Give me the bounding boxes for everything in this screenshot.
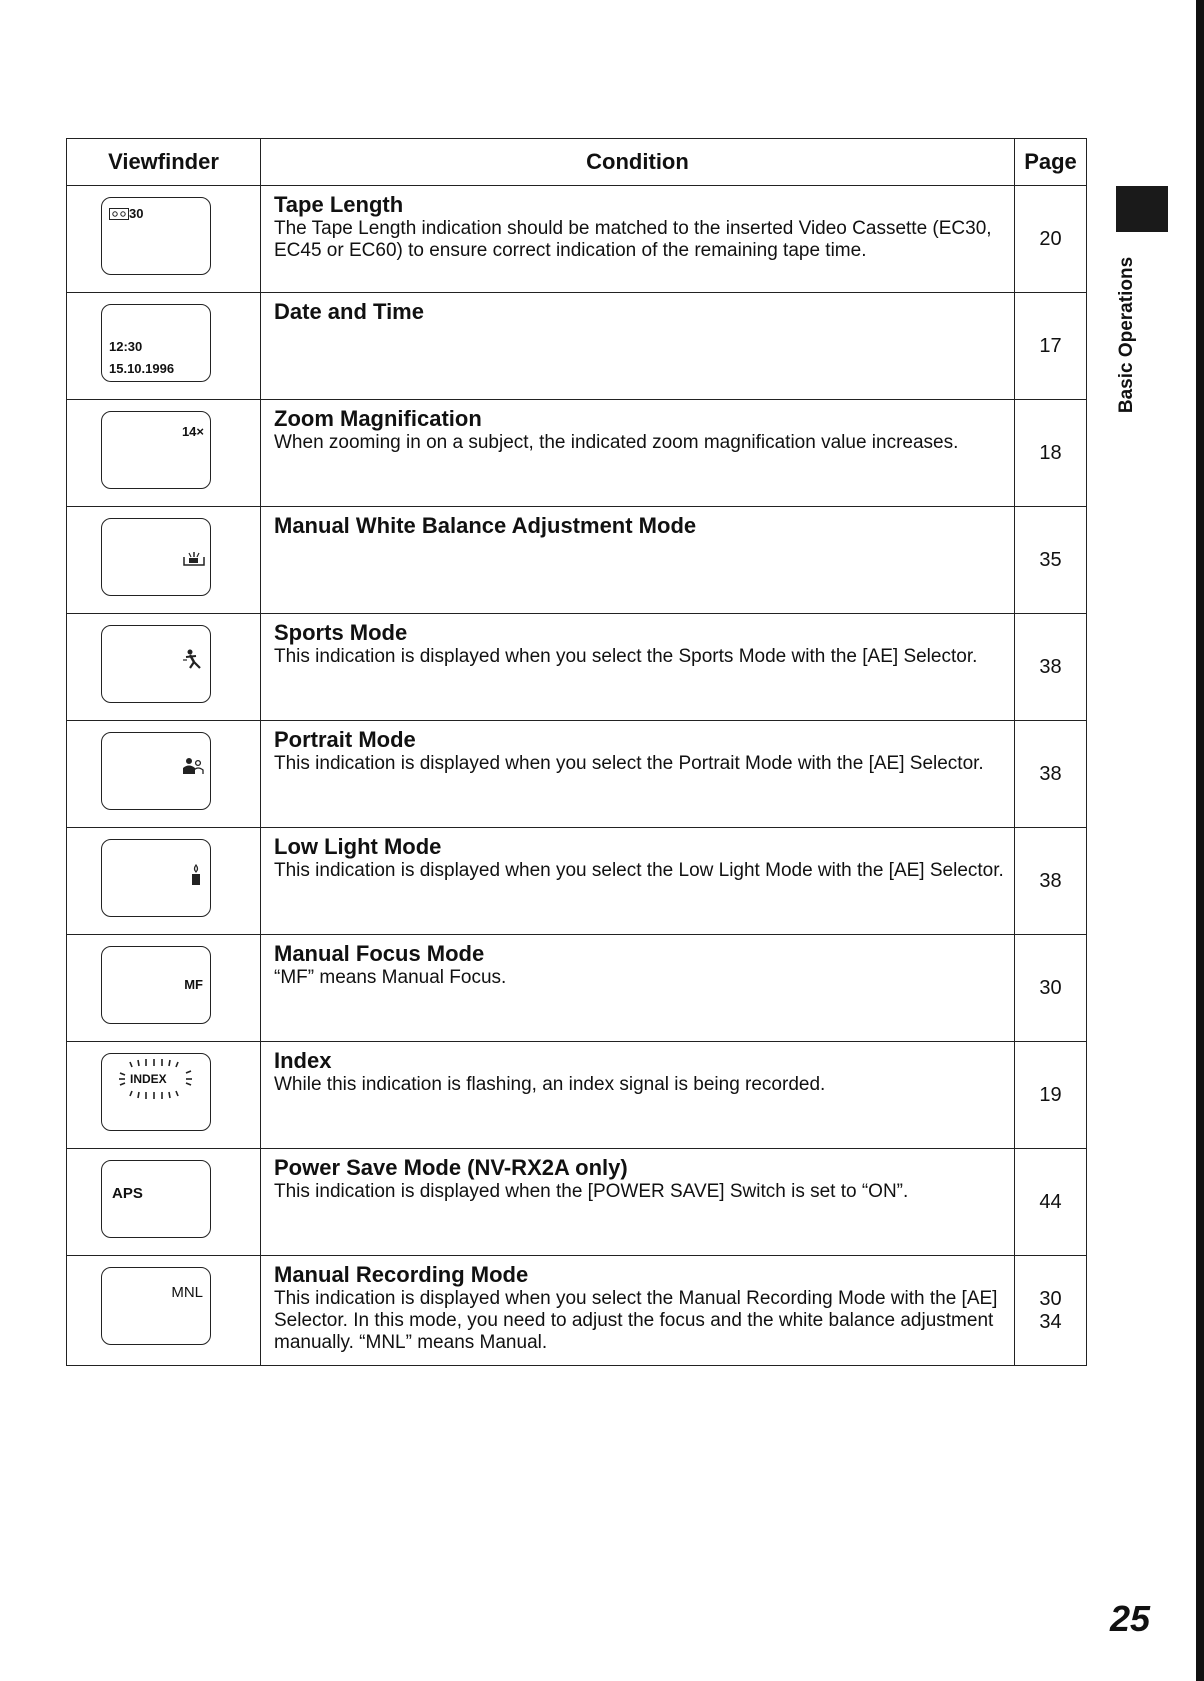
page-ref-first: 30 bbox=[1039, 1287, 1062, 1310]
viewfinder-cell bbox=[67, 721, 261, 828]
condition-cell bbox=[261, 400, 1015, 507]
table-row bbox=[67, 400, 1087, 507]
condition-cell bbox=[261, 1256, 1015, 1366]
page-ref bbox=[1015, 1256, 1087, 1366]
viewfinder-cell bbox=[67, 828, 261, 935]
condition-title: Manual White Balance Adjustment Mode bbox=[274, 513, 697, 538]
viewfinder-cell bbox=[67, 400, 261, 507]
power-save-indicator: APS bbox=[112, 1185, 143, 1202]
section-tab-marker bbox=[1116, 186, 1168, 232]
viewfinder-cell bbox=[67, 935, 261, 1042]
sports-mode-icon bbox=[182, 648, 204, 670]
time-indicator: 12:30 bbox=[109, 339, 143, 354]
page-ref: 30 bbox=[1015, 935, 1087, 1042]
condition-cell bbox=[261, 507, 1015, 614]
condition-cell bbox=[261, 721, 1015, 828]
condition-description: This indication is displayed when you select the Portrait Mode with the [AE] Selector. bbox=[274, 753, 984, 774]
viewfinder-screen bbox=[101, 197, 211, 275]
header-page: Page bbox=[1015, 139, 1087, 186]
page-ref: 20 bbox=[1015, 186, 1087, 293]
cassette-icon bbox=[109, 208, 129, 220]
viewfinder-cell bbox=[67, 186, 261, 293]
viewfinder-cell bbox=[67, 293, 261, 400]
page-ref: 35 bbox=[1015, 507, 1087, 614]
page-ref: 38 bbox=[1015, 828, 1087, 935]
viewfinder-cell bbox=[67, 614, 261, 721]
viewfinder-screen bbox=[101, 518, 211, 596]
condition-cell bbox=[261, 1042, 1015, 1149]
viewfinder-screen bbox=[101, 304, 211, 382]
table-row bbox=[67, 614, 1087, 721]
condition-title: Date and Time bbox=[274, 299, 424, 324]
table-row bbox=[67, 507, 1087, 614]
page-ref: 19 bbox=[1015, 1042, 1087, 1149]
page-ref: 38 bbox=[1015, 614, 1087, 721]
condition-cell bbox=[261, 935, 1015, 1042]
zoom-indicator: 14× bbox=[181, 424, 204, 439]
condition-title: Index bbox=[274, 1048, 332, 1073]
table-header-row bbox=[67, 139, 1087, 186]
condition-title: Portrait Mode bbox=[274, 727, 416, 752]
low-light-icon bbox=[190, 864, 202, 886]
white-balance-icon bbox=[183, 551, 205, 567]
page-edge-bar bbox=[1196, 0, 1204, 1681]
condition-title: Sports Mode bbox=[274, 620, 408, 645]
header-viewfinder: Viewfinder bbox=[67, 139, 261, 186]
header-condition: Condition bbox=[261, 139, 1015, 186]
manual-focus-indicator: MF bbox=[184, 977, 203, 992]
table-row bbox=[67, 186, 1087, 293]
condition-title: Manual Focus Mode bbox=[274, 941, 485, 966]
viewfinder-screen bbox=[101, 1160, 211, 1238]
condition-description: This indication is displayed when you select the Sports Mode with the [AE] Selector. bbox=[274, 646, 978, 667]
page-ref-second: 34 bbox=[1039, 1310, 1062, 1333]
viewfinder-cell bbox=[67, 1149, 261, 1256]
section-label-text: Basic Operations bbox=[1116, 256, 1137, 414]
condition-description: The Tape Length indication should be matched to the inserted Video Cassette (EC30, EC45 or EC60) to ensure correct indication of the remaining tape time. bbox=[274, 218, 992, 261]
viewfinder-cell bbox=[67, 1256, 261, 1366]
manual-recording-indicator: MNL bbox=[171, 1284, 203, 1301]
page-ref: 17 bbox=[1015, 293, 1087, 400]
viewfinder-indications-table bbox=[66, 138, 1087, 1366]
viewfinder-screen bbox=[101, 732, 211, 810]
condition-description: While this indication is flashing, an index signal is being recorded. bbox=[274, 1074, 826, 1095]
condition-description: “MF” means Manual Focus. bbox=[274, 967, 507, 988]
tape-length-indicator: 30 bbox=[109, 206, 143, 221]
table-row bbox=[67, 1042, 1087, 1149]
index-indicator: INDEX bbox=[130, 1072, 167, 1086]
viewfinder-screen bbox=[101, 1267, 211, 1345]
page-ref: 44 bbox=[1015, 1149, 1087, 1256]
condition-description: This indication is displayed when you select the Manual Recording Mode with the [AE] Selector. In this mode, you need to adjust the focus and the white balance adjustment manually. “MNL” means Manual. bbox=[274, 1288, 998, 1353]
viewfinder-screen bbox=[101, 839, 211, 917]
table-row bbox=[67, 828, 1087, 935]
condition-title: Low Light Mode bbox=[274, 834, 442, 859]
condition-title: Zoom Magnification bbox=[274, 406, 482, 431]
condition-cell bbox=[261, 614, 1015, 721]
table-row bbox=[67, 721, 1087, 828]
page-ref: 18 bbox=[1015, 400, 1087, 507]
condition-description: When zooming in on a subject, the indicated zoom magnification value increases. bbox=[274, 432, 959, 453]
condition-description: This indication is displayed when you select the Low Light Mode with the [AE] Selector. bbox=[274, 860, 1004, 881]
condition-cell bbox=[261, 293, 1015, 400]
viewfinder-screen bbox=[101, 411, 211, 489]
date-indicator: 15.10.1996 bbox=[109, 361, 175, 376]
table-row bbox=[67, 1256, 1087, 1366]
page-number: 25 bbox=[1109, 1598, 1151, 1639]
table-row bbox=[67, 1149, 1087, 1256]
viewfinder-screen bbox=[101, 946, 211, 1024]
page-ref: 38 bbox=[1015, 721, 1087, 828]
condition-title: Manual Recording Mode bbox=[274, 1262, 529, 1287]
condition-cell bbox=[261, 828, 1015, 935]
table-row bbox=[67, 293, 1087, 400]
section-label bbox=[1114, 250, 1140, 420]
condition-description: This indication is displayed when the [POWER SAVE] Switch is set to “ON”. bbox=[274, 1181, 909, 1202]
viewfinder-cell bbox=[67, 1042, 261, 1149]
condition-title: Power Save Mode (NV-RX2A only) bbox=[274, 1155, 628, 1180]
condition-title: Tape Length bbox=[274, 192, 404, 217]
condition-cell bbox=[261, 1149, 1015, 1256]
viewfinder-screen bbox=[101, 625, 211, 703]
table-row bbox=[67, 935, 1087, 1042]
portrait-mode-icon bbox=[182, 757, 204, 775]
condition-cell bbox=[261, 186, 1015, 293]
viewfinder-cell bbox=[67, 507, 261, 614]
viewfinder-screen bbox=[101, 1053, 211, 1131]
